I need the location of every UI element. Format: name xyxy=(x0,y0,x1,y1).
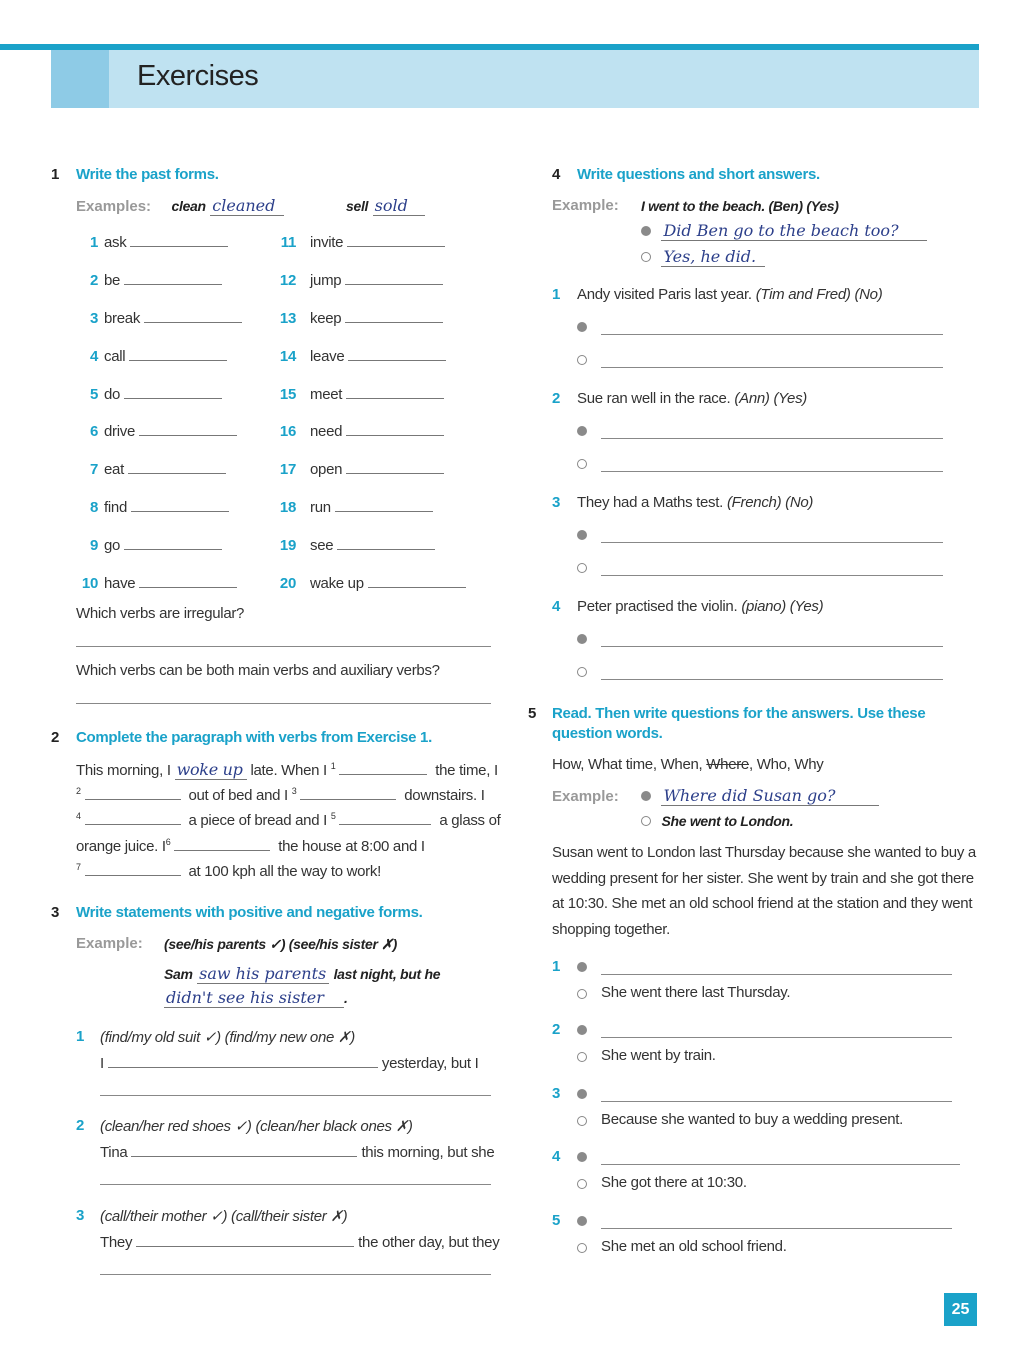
ex4-item-number: 3 xyxy=(552,494,561,511)
ex1-blank-10[interactable] xyxy=(139,574,237,588)
ex2-line-5: $^7$ at 100 kph all the way to work! xyxy=(76,862,381,880)
ex1-blank-16[interactable] xyxy=(346,422,444,436)
answer-bullet-icon xyxy=(577,989,587,999)
answer-bullet-icon xyxy=(577,1243,587,1253)
ex5-item-number: 2 xyxy=(552,1021,561,1038)
ex4-item-prompt: Andy visited Paris last year. (Tim and Fred) (No) xyxy=(577,286,883,303)
ex2-blank-4[interactable] xyxy=(85,811,181,825)
ex1-item-18: 18 run xyxy=(270,498,490,516)
answer-bullet-icon xyxy=(577,1179,587,1189)
ex2-blank-2[interactable] xyxy=(85,786,181,800)
ex1-examples-label: Examples: xyxy=(76,198,152,215)
ex4-answer-line-1[interactable] xyxy=(601,367,943,368)
ex1-item-5: 5 do xyxy=(66,385,246,403)
answer-bullet-icon xyxy=(577,1052,587,1062)
page-number: 25 xyxy=(944,1293,977,1326)
ex1-example2-row xyxy=(346,196,425,216)
ex4-question-line-3[interactable] xyxy=(601,542,943,543)
ex4-item-prompt: They had a Maths test. (French) (No) xyxy=(577,494,814,511)
question-bullet-icon xyxy=(577,426,587,436)
ex3-item-number: 3 xyxy=(76,1207,85,1224)
ex4-example-prompt: I went to the beach. (Ben) (Yes) xyxy=(641,198,839,214)
ex5-example-answer-row xyxy=(641,813,793,831)
ex5-title: Read. Then write questions for the answers. Use these question words. xyxy=(552,705,926,742)
ex4-title: Write questions and short answers. xyxy=(577,166,820,183)
ex1-item-11: 11 invite xyxy=(270,233,490,251)
ex3-blank-1-b[interactable] xyxy=(100,1095,491,1096)
ex4-item-prompt: Peter practised the violin. (piano) (Yes) xyxy=(577,598,824,615)
ex5-question-line-4[interactable] xyxy=(601,1164,960,1165)
ex4-question-line-1[interactable] xyxy=(601,334,943,335)
question-bullet-icon xyxy=(577,1025,587,1035)
ex1-blank-12[interactable] xyxy=(345,271,443,285)
question-bullet-icon xyxy=(577,962,587,972)
ex1-blank-20[interactable] xyxy=(368,574,466,588)
ex3-item-sentence: They the other day, but they xyxy=(100,1234,500,1251)
ex1-number: 1 xyxy=(51,166,60,183)
ex5-item-answer: She went there last Thursday. xyxy=(601,984,791,1001)
ex5-item-number: 3 xyxy=(552,1085,561,1102)
ex1-answer-line-irregular[interactable] xyxy=(76,646,491,647)
ex1-item-14: 14 leave xyxy=(270,347,490,365)
ex5-example-question: Where did Susan go? xyxy=(661,786,879,806)
question-bullet-icon xyxy=(641,226,651,236)
ex1-question-irregular: Which verbs are irregular? xyxy=(76,605,245,622)
ex1-example2-answer: sold xyxy=(373,196,425,216)
ex1-blank-17[interactable] xyxy=(346,460,444,474)
ex1-item-20: 20 wake up xyxy=(270,574,490,592)
ex2-blank-5[interactable] xyxy=(339,811,431,825)
ex5-item-answer: Because she wanted to buy a wedding present. xyxy=(601,1111,904,1128)
ex4-example-answer-row xyxy=(641,247,765,267)
ex4-item-number: 4 xyxy=(552,598,561,615)
ex4-answer-line-3[interactable] xyxy=(601,575,943,576)
ex1-item-2: 2 be xyxy=(66,271,246,289)
ex2-blank-7[interactable] xyxy=(85,862,181,876)
ex5-question-line-1[interactable] xyxy=(601,974,952,975)
ex2-line-1: This morning, I woke up late. When I $^1$ the time, I xyxy=(76,760,498,779)
answer-bullet-icon xyxy=(577,563,587,573)
ex3-title: Write statements with positive and negative forms. xyxy=(76,904,423,921)
ex5-item-answer: She met an old school friend. xyxy=(601,1238,787,1255)
question-bullet-icon xyxy=(577,1089,587,1099)
ex1-item-12: 12 jump xyxy=(270,271,490,289)
question-bullet-icon xyxy=(577,1152,587,1162)
ex1-blank-8[interactable] xyxy=(131,498,229,512)
ex2-hand-answer: woke up xyxy=(175,760,247,780)
answer-bullet-icon xyxy=(577,355,587,365)
ex2-line-2: $^2$ out of bed and I $^3$ downstairs. I xyxy=(76,786,485,804)
ex2-title: Complete the paragraph with verbs from Exercise 1. xyxy=(76,729,432,746)
ex3-blank-3-a[interactable] xyxy=(136,1233,354,1247)
ex3-blank-2-b[interactable] xyxy=(100,1184,491,1185)
answer-bullet-icon xyxy=(577,667,587,677)
ex1-blank-6[interactable] xyxy=(139,422,237,436)
ex3-example-label: Example: xyxy=(76,935,143,952)
ex4-answer-line-2[interactable] xyxy=(601,471,943,472)
ex5-example-question-row xyxy=(641,786,879,806)
ex5-number: 5 xyxy=(528,705,537,722)
ex1-item-4: 4 call xyxy=(66,347,246,365)
ex1-item-15: 15 meet xyxy=(270,385,490,403)
ex2-blank-1[interactable] xyxy=(339,761,427,775)
ex5-example-label: Example: xyxy=(552,788,619,805)
ex4-item-number: 2 xyxy=(552,390,561,407)
ex1-blank-13[interactable] xyxy=(345,309,443,323)
ex1-examples-row xyxy=(76,196,284,216)
ex2-blank-6[interactable] xyxy=(174,837,270,851)
ex3-example-prompt: (see/his parents ✓) (see/his sister ✗) xyxy=(164,936,398,952)
ex1-item-8: 8 find xyxy=(66,498,246,516)
ex1-item-3: 3 break xyxy=(66,309,246,327)
ex1-blank-9[interactable] xyxy=(124,536,222,550)
answer-bullet-icon xyxy=(641,252,651,262)
ex1-answer-line-both[interactable] xyxy=(76,703,491,704)
ex4-question-line-4[interactable] xyxy=(601,646,943,647)
ex1-item-1: 1 ask xyxy=(66,233,246,251)
ex3-item-prompt: (call/their mother ✓) (call/their sister ✗) xyxy=(100,1208,348,1225)
ex5-item-answer: She went by train. xyxy=(601,1047,716,1064)
ex5-reading-paragraph: Susan went to London last Thursday because she wanted to buy a wedding present for her sister. She went by train and she got there at 10:30. She met an old school friend at the station and they went shopping together. xyxy=(552,844,976,938)
ex3-blank-3-b[interactable] xyxy=(100,1274,491,1275)
ex1-blank-5[interactable] xyxy=(124,385,222,399)
ex3-item-sentence: I yesterday, but I xyxy=(100,1055,479,1072)
question-bullet-icon xyxy=(577,322,587,332)
ex1-blank-11[interactable] xyxy=(347,233,445,247)
answer-bullet-icon xyxy=(577,1116,587,1126)
ex3-item-sentence: Tina this morning, but she xyxy=(100,1144,495,1161)
question-bullet-icon xyxy=(577,530,587,540)
ex3-item-number: 2 xyxy=(76,1117,85,1134)
ex4-example-answer: Yes, he did. xyxy=(661,247,765,267)
ex1-blank-2[interactable] xyxy=(124,271,222,285)
ex4-question-line-2[interactable] xyxy=(601,438,943,439)
ex3-blank-2-a[interactable] xyxy=(131,1143,357,1157)
header-tab xyxy=(51,50,109,108)
ex1-blank-7[interactable] xyxy=(128,460,226,474)
ex1-blank-3[interactable] xyxy=(144,309,242,323)
ex1-item-19: 19 see xyxy=(270,536,490,554)
ex1-item-10: 10 have xyxy=(66,574,246,592)
ex4-example-question: Did Ben go to the beach too? xyxy=(661,221,927,241)
ex5-question-line-5[interactable] xyxy=(601,1228,952,1229)
answer-bullet-icon xyxy=(577,459,587,469)
ex5-item-answer: She got there at 10:30. xyxy=(601,1174,747,1191)
ex3-number: 3 xyxy=(51,904,60,921)
ex4-item-number: 1 xyxy=(552,286,561,303)
ex1-blank-4[interactable] xyxy=(129,347,227,361)
question-bullet-icon xyxy=(641,791,651,801)
ex1-item-13: 13 keep xyxy=(270,309,490,327)
ex2-line-3: $^4$ a piece of bread and I $^5$ a glass of xyxy=(76,811,501,829)
question-bullet-icon xyxy=(577,634,587,644)
ex1-example-answer: cleaned xyxy=(210,196,284,216)
ex3-item-prompt: (find/my old suit ✓) (find/my new one ✗) xyxy=(100,1029,355,1046)
ex5-item-number: 4 xyxy=(552,1148,561,1165)
question-bullet-icon xyxy=(577,1216,587,1226)
ex5-item-number: 5 xyxy=(552,1212,561,1229)
ex4-answer-line-4[interactable] xyxy=(601,679,943,680)
ex3-item-prompt: (clean/her red shoes ✓) (clean/her black ones ✗) xyxy=(100,1118,413,1135)
page-title: Exercises xyxy=(137,60,259,92)
ex5-struck-word: Where xyxy=(706,756,749,773)
ex4-number: 4 xyxy=(552,166,561,183)
ex3-item-number: 1 xyxy=(76,1028,85,1045)
ex2-number: 2 xyxy=(51,729,60,746)
ex4-example-label: Example: xyxy=(552,197,619,214)
ex1-blank-1[interactable] xyxy=(130,233,228,247)
ex3-blank-1-a[interactable] xyxy=(108,1054,378,1068)
ex4-item-prompt: Sue ran well in the race. (Ann) (Yes) xyxy=(577,390,807,407)
ex2-blank-3[interactable] xyxy=(300,786,396,800)
ex5-question-line-3[interactable] xyxy=(601,1101,952,1102)
ex1-question-both: Which verbs can be both main verbs and auxiliary verbs? xyxy=(76,662,440,679)
ex5-example-answer: She went to London. xyxy=(661,813,794,829)
ex1-blank-19[interactable] xyxy=(337,536,435,550)
ex1-title: Write the past forms. xyxy=(76,166,219,183)
ex1-blank-15[interactable] xyxy=(346,385,444,399)
ex3-example-answer-2: didn't see his sister . xyxy=(166,988,348,1007)
ex3-example-answer-1: Sam saw his parents last night, but he xyxy=(164,964,441,983)
ex1-item-17: 17 open xyxy=(270,460,490,478)
ex1-blank-14[interactable] xyxy=(348,347,446,361)
ex1-example2-word: sell xyxy=(346,198,369,214)
ex1-item-6: 6 drive xyxy=(66,422,246,440)
ex5-item-number: 1 xyxy=(552,958,561,975)
ex5-question-line-2[interactable] xyxy=(601,1037,952,1038)
ex1-item-7: 7 eat xyxy=(66,460,246,478)
ex1-blank-18[interactable] xyxy=(335,498,433,512)
ex1-item-9: 9 go xyxy=(66,536,246,554)
ex1-item-16: 16 need xyxy=(270,422,490,440)
ex4-example-question-row xyxy=(641,221,927,241)
ex5-question-words: How, What time, When, Where, Who, Why xyxy=(552,756,824,773)
answer-bullet-icon xyxy=(641,816,651,826)
ex1-example-word: clean xyxy=(171,198,206,214)
ex2-line-4: orange juice. $I^6$ the house at 8:00 and I xyxy=(76,837,425,855)
